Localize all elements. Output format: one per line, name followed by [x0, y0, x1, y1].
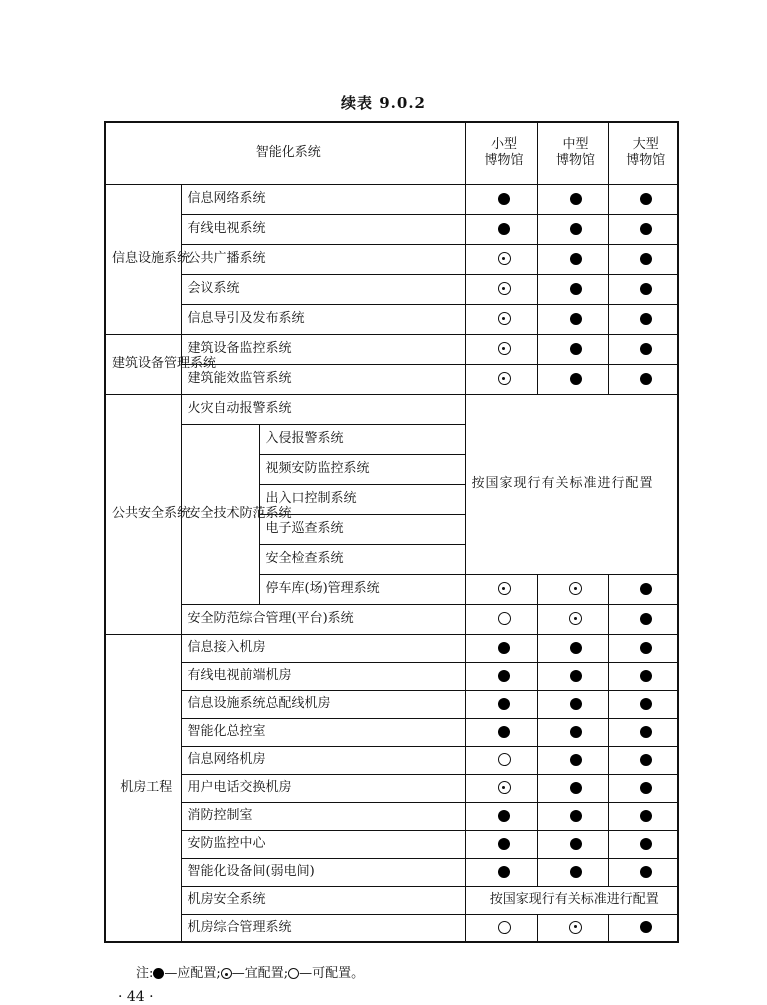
config-cell — [537, 274, 608, 304]
row-label: 用户电话交换机房 — [181, 774, 465, 802]
config-cell — [608, 184, 678, 214]
note-dot-text: —宜配置; — [231, 966, 289, 981]
config-cell — [465, 914, 537, 942]
config-cell — [465, 604, 537, 634]
config-cell — [465, 304, 537, 334]
row-label: 智能化设备间(弱电间) — [181, 858, 465, 886]
solid-dot-icon — [498, 838, 510, 850]
config-cell — [608, 574, 678, 604]
config-cell — [537, 690, 608, 718]
table-row — [105, 746, 678, 774]
solid-dot-icon — [570, 726, 582, 738]
config-cell — [537, 634, 608, 662]
row-label: 安防监控中心 — [181, 830, 465, 858]
dotted-circle-icon — [498, 342, 511, 355]
config-cell — [465, 214, 537, 244]
solid-dot-icon — [498, 670, 510, 682]
config-cell — [465, 634, 537, 662]
config-cell — [608, 746, 678, 774]
note-full-text: —应配置; — [164, 966, 221, 981]
solid-dot-icon — [570, 313, 582, 325]
solid-dot-icon — [498, 726, 510, 738]
merged-standard-note-line: 按国家现行有关标准进行配置 — [465, 886, 678, 914]
solid-dot-icon — [570, 670, 582, 682]
solid-dot-icon — [498, 866, 510, 878]
row-label: 停车库(场)管理系统 — [259, 574, 465, 604]
table-row — [105, 858, 678, 886]
group-machine-room: 机房工程 — [105, 634, 181, 942]
solid-dot-icon — [640, 373, 652, 385]
solid-dot-icon — [498, 193, 510, 205]
table-row — [105, 274, 678, 304]
config-cell — [608, 830, 678, 858]
config-cell — [608, 604, 678, 634]
table-row — [105, 830, 678, 858]
dotted-circle-icon — [498, 372, 511, 385]
config-cell — [608, 244, 678, 274]
solid-dot-icon — [570, 253, 582, 265]
config-cell — [608, 334, 678, 364]
solid-dot-icon — [640, 866, 652, 878]
header-medium-line1: 中型 — [562, 137, 589, 153]
config-cell — [465, 830, 537, 858]
config-table — [104, 121, 679, 943]
table-row — [105, 634, 678, 662]
solid-dot-icon — [498, 223, 510, 235]
config-cell — [537, 774, 608, 802]
solid-dot-icon — [640, 698, 652, 710]
table-row — [105, 304, 678, 334]
table-row — [105, 718, 678, 746]
row-label: 消防控制室 — [181, 802, 465, 830]
group-security: 公共安全系统 — [105, 394, 181, 634]
table-row — [105, 802, 678, 830]
config-cell — [537, 304, 608, 334]
config-cell — [608, 364, 678, 394]
header-medium — [537, 122, 608, 184]
config-cell — [537, 364, 608, 394]
table-row — [105, 394, 678, 424]
note-prefix: 注: — [136, 966, 154, 981]
dotted-circle-icon — [569, 612, 582, 625]
table-row — [105, 244, 678, 274]
solid-dot-icon — [570, 810, 582, 822]
config-cell — [537, 718, 608, 746]
dotted-circle-icon — [498, 282, 511, 295]
row-label: 建筑能效监管系统 — [181, 364, 465, 394]
dotted-circle-icon — [498, 252, 511, 265]
header-small-line1: 小型 — [490, 137, 517, 153]
header-medium-line2: 博物馆 — [555, 153, 595, 169]
merged-standard-note: 按国家现行有关标准进行配置 — [465, 394, 678, 574]
solid-dot-icon — [570, 373, 582, 385]
config-cell — [608, 774, 678, 802]
dotted-circle-icon — [569, 921, 582, 934]
config-cell — [537, 858, 608, 886]
config-cell — [608, 304, 678, 334]
table-row — [105, 690, 678, 718]
hollow-circle-icon — [288, 968, 299, 979]
row-label: 机房综合管理系统 — [181, 914, 465, 942]
config-cell — [537, 746, 608, 774]
row-label: 信息设施系统总配线机房 — [181, 690, 465, 718]
config-cell — [465, 774, 537, 802]
solid-dot-icon — [640, 343, 652, 355]
solid-dot-icon — [640, 283, 652, 295]
group-building: 建筑设备管理系统 — [105, 334, 181, 394]
dotted-circle-icon — [498, 781, 511, 794]
solid-dot-icon — [640, 782, 652, 794]
table-title: 续表 9.0.2 — [341, 94, 426, 112]
row-label: 机房安全系统 — [181, 886, 465, 914]
table-row — [105, 886, 678, 914]
config-cell — [537, 914, 608, 942]
table-row — [105, 604, 678, 634]
config-cell — [465, 690, 537, 718]
note-ring-text: —可配置。 — [299, 966, 365, 981]
solid-dot-icon — [640, 613, 652, 625]
solid-dot-icon — [640, 670, 652, 682]
solid-dot-icon — [570, 782, 582, 794]
config-cell — [608, 214, 678, 244]
config-cell — [608, 690, 678, 718]
solid-dot-icon — [640, 726, 652, 738]
row-label: 电子巡查系统 — [259, 514, 465, 544]
config-cell — [537, 604, 608, 634]
solid-dot-icon — [640, 583, 652, 595]
solid-dot-icon — [153, 968, 164, 979]
row-label: 有线电视系统 — [181, 214, 465, 244]
solid-dot-icon — [498, 698, 510, 710]
row-label: 建筑设备监控系统 — [181, 334, 465, 364]
solid-dot-icon — [570, 193, 582, 205]
solid-dot-icon — [570, 223, 582, 235]
solid-dot-icon — [640, 193, 652, 205]
table-row — [105, 334, 678, 364]
config-cell — [465, 274, 537, 304]
group-security-tech: 安全技术防范系统 — [181, 424, 259, 604]
row-label: 有线电视前端机房 — [181, 662, 465, 690]
config-cell — [465, 858, 537, 886]
table-row — [105, 662, 678, 690]
config-cell — [465, 574, 537, 604]
dotted-circle-icon — [221, 968, 232, 979]
row-label: 信息网络机房 — [181, 746, 465, 774]
dotted-circle-icon — [498, 582, 511, 595]
config-cell — [537, 830, 608, 858]
table-row — [105, 774, 678, 802]
solid-dot-icon — [640, 223, 652, 235]
header-large-line2: 博物馆 — [626, 153, 666, 169]
config-cell — [465, 364, 537, 394]
table-row — [105, 184, 678, 214]
page-number: · 44 · — [118, 989, 154, 1005]
row-label: 信息网络系统 — [181, 184, 465, 214]
solid-dot-icon — [570, 343, 582, 355]
solid-dot-icon — [640, 838, 652, 850]
config-cell — [608, 802, 678, 830]
config-cell — [465, 244, 537, 274]
config-cell — [608, 274, 678, 304]
table-row — [105, 914, 678, 942]
row-label: 视频安防监控系统 — [259, 454, 465, 484]
table-row — [105, 214, 678, 244]
config-cell — [608, 858, 678, 886]
config-cell — [537, 662, 608, 690]
solid-dot-icon — [570, 698, 582, 710]
solid-dot-icon — [640, 921, 652, 933]
config-cell — [465, 662, 537, 690]
config-cell — [537, 244, 608, 274]
row-label: 会议系统 — [181, 274, 465, 304]
config-cell — [537, 574, 608, 604]
row-label: 出入口控制系统 — [259, 484, 465, 514]
solid-dot-icon — [570, 283, 582, 295]
header-small-line2: 博物馆 — [484, 153, 524, 169]
solid-dot-icon — [640, 642, 652, 654]
solid-dot-icon — [570, 754, 582, 766]
config-cell — [465, 184, 537, 214]
hollow-circle-icon — [498, 753, 511, 766]
config-cell — [465, 334, 537, 364]
header-system: 智能化系统 — [105, 122, 465, 184]
row-label: 火灾自动报警系统 — [181, 394, 465, 424]
table-header-row — [105, 122, 678, 184]
row-label: 信息接入机房 — [181, 634, 465, 662]
header-large — [608, 122, 678, 184]
solid-dot-icon — [640, 313, 652, 325]
config-cell — [537, 802, 608, 830]
row-label: 安全防范综合管理(平台)系统 — [181, 604, 465, 634]
dotted-circle-icon — [498, 312, 511, 325]
group-info: 信息设施系统 — [105, 184, 181, 334]
config-cell — [465, 718, 537, 746]
config-cell — [537, 334, 608, 364]
legend-note — [136, 962, 364, 981]
config-cell — [608, 662, 678, 690]
solid-dot-icon — [640, 754, 652, 766]
header-small — [465, 122, 537, 184]
row-label: 信息导引及发布系统 — [181, 304, 465, 334]
config-cell — [608, 914, 678, 942]
solid-dot-icon — [570, 642, 582, 654]
solid-dot-icon — [498, 810, 510, 822]
config-cell — [608, 718, 678, 746]
config-cell — [465, 802, 537, 830]
config-cell — [465, 746, 537, 774]
hollow-circle-icon — [498, 612, 511, 625]
row-label: 智能化总控室 — [181, 718, 465, 746]
config-cell — [537, 214, 608, 244]
solid-dot-icon — [498, 642, 510, 654]
header-large-line1: 大型 — [632, 137, 659, 153]
config-cell — [608, 634, 678, 662]
row-label: 入侵报警系统 — [259, 424, 465, 454]
row-label: 安全检查系统 — [259, 544, 465, 574]
solid-dot-icon — [640, 810, 652, 822]
solid-dot-icon — [640, 253, 652, 265]
solid-dot-icon — [570, 838, 582, 850]
dotted-circle-icon — [569, 582, 582, 595]
solid-dot-icon — [570, 866, 582, 878]
hollow-circle-icon — [498, 921, 511, 934]
config-cell — [537, 184, 608, 214]
row-label: 公共广播系统 — [181, 244, 465, 274]
